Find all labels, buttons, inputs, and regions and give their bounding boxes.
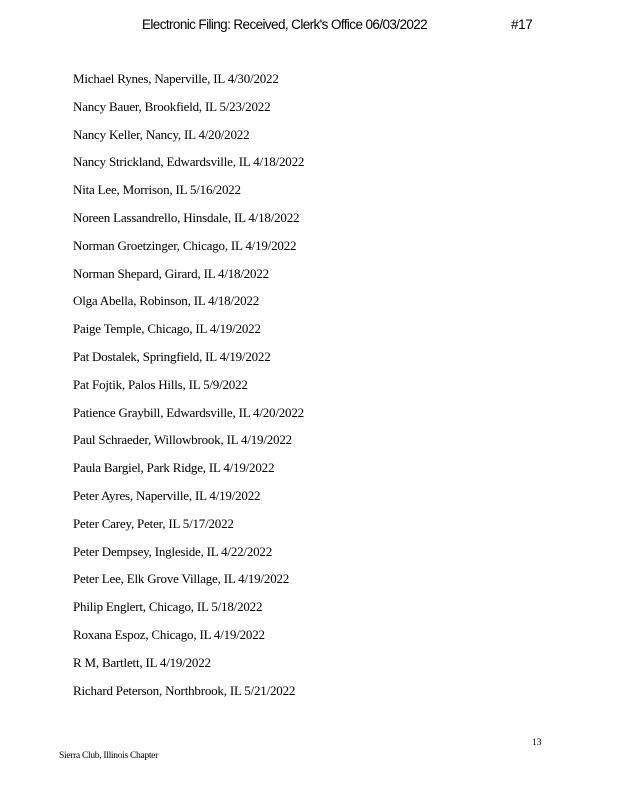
list-item: Peter Ayres, Naperville, IL 4/19/2022	[73, 487, 261, 503]
filing-stamp: Electronic Filing: Received, Clerk's Office 06/03/2022	[142, 17, 428, 32]
list-item: Nita Lee, Morrison, IL 5/16/2022	[73, 182, 241, 198]
list-item: Roxana Espoz, Chicago, IL 4/19/2022	[73, 626, 265, 642]
list-item: Paige Temple, Chicago, IL 4/19/2022	[73, 321, 261, 337]
list-item: Richard Peterson, Northbrook, IL 5/21/2022	[73, 682, 296, 698]
list-item: Nancy Keller, Nancy, IL 4/20/2022	[73, 126, 250, 142]
list-item: Pat Dostalek, Springfield, IL 4/19/2022	[73, 348, 271, 364]
list-item: Nancy Bauer, Brookfield, IL 5/23/2022	[73, 98, 271, 114]
footer-organization: Sierra Club, Illinois Chapter	[59, 751, 158, 761]
list-item: Nancy Strickland, Edwardsville, IL 4/18/2022	[73, 154, 305, 170]
list-item: Philip Englert, Chicago, IL 5/18/2022	[73, 599, 263, 615]
list-item: Olga Abella, Robinson, IL 4/18/2022	[73, 293, 260, 309]
signatory-list	[73, 70, 304, 709]
page-number: 13	[532, 738, 542, 748]
list-item: Paul Schraeder, Willowbrook, IL 4/19/2022	[73, 432, 292, 448]
list-item: Peter Dempsey, Ingleside, IL 4/22/2022	[73, 543, 273, 559]
list-item: Norman Groetzinger, Chicago, IL 4/19/2022	[73, 237, 297, 253]
list-item: Pat Fojtik, Palos Hills, IL 5/9/2022	[73, 376, 248, 392]
list-item: Peter Carey, Peter, IL 5/17/2022	[73, 515, 234, 531]
list-item: Patience Graybill, Edwardsville, IL 4/20/2022	[73, 404, 304, 420]
list-item: Noreen Lassandrello, Hinsdale, IL 4/18/2022	[73, 209, 300, 225]
list-item: R M, Bartlett, IL 4/19/2022	[73, 654, 211, 670]
list-item: Paula Bargiel, Park Ridge, IL 4/19/2022	[73, 460, 275, 476]
exhibit-number: #17	[511, 17, 533, 32]
list-item: Peter Lee, Elk Grove Village, IL 4/19/2022	[73, 571, 290, 587]
list-item: Michael Rynes, Naperville, IL 4/30/2022	[73, 71, 279, 86]
list-item: Norman Shepard, Girard, IL 4/18/2022	[73, 265, 269, 281]
